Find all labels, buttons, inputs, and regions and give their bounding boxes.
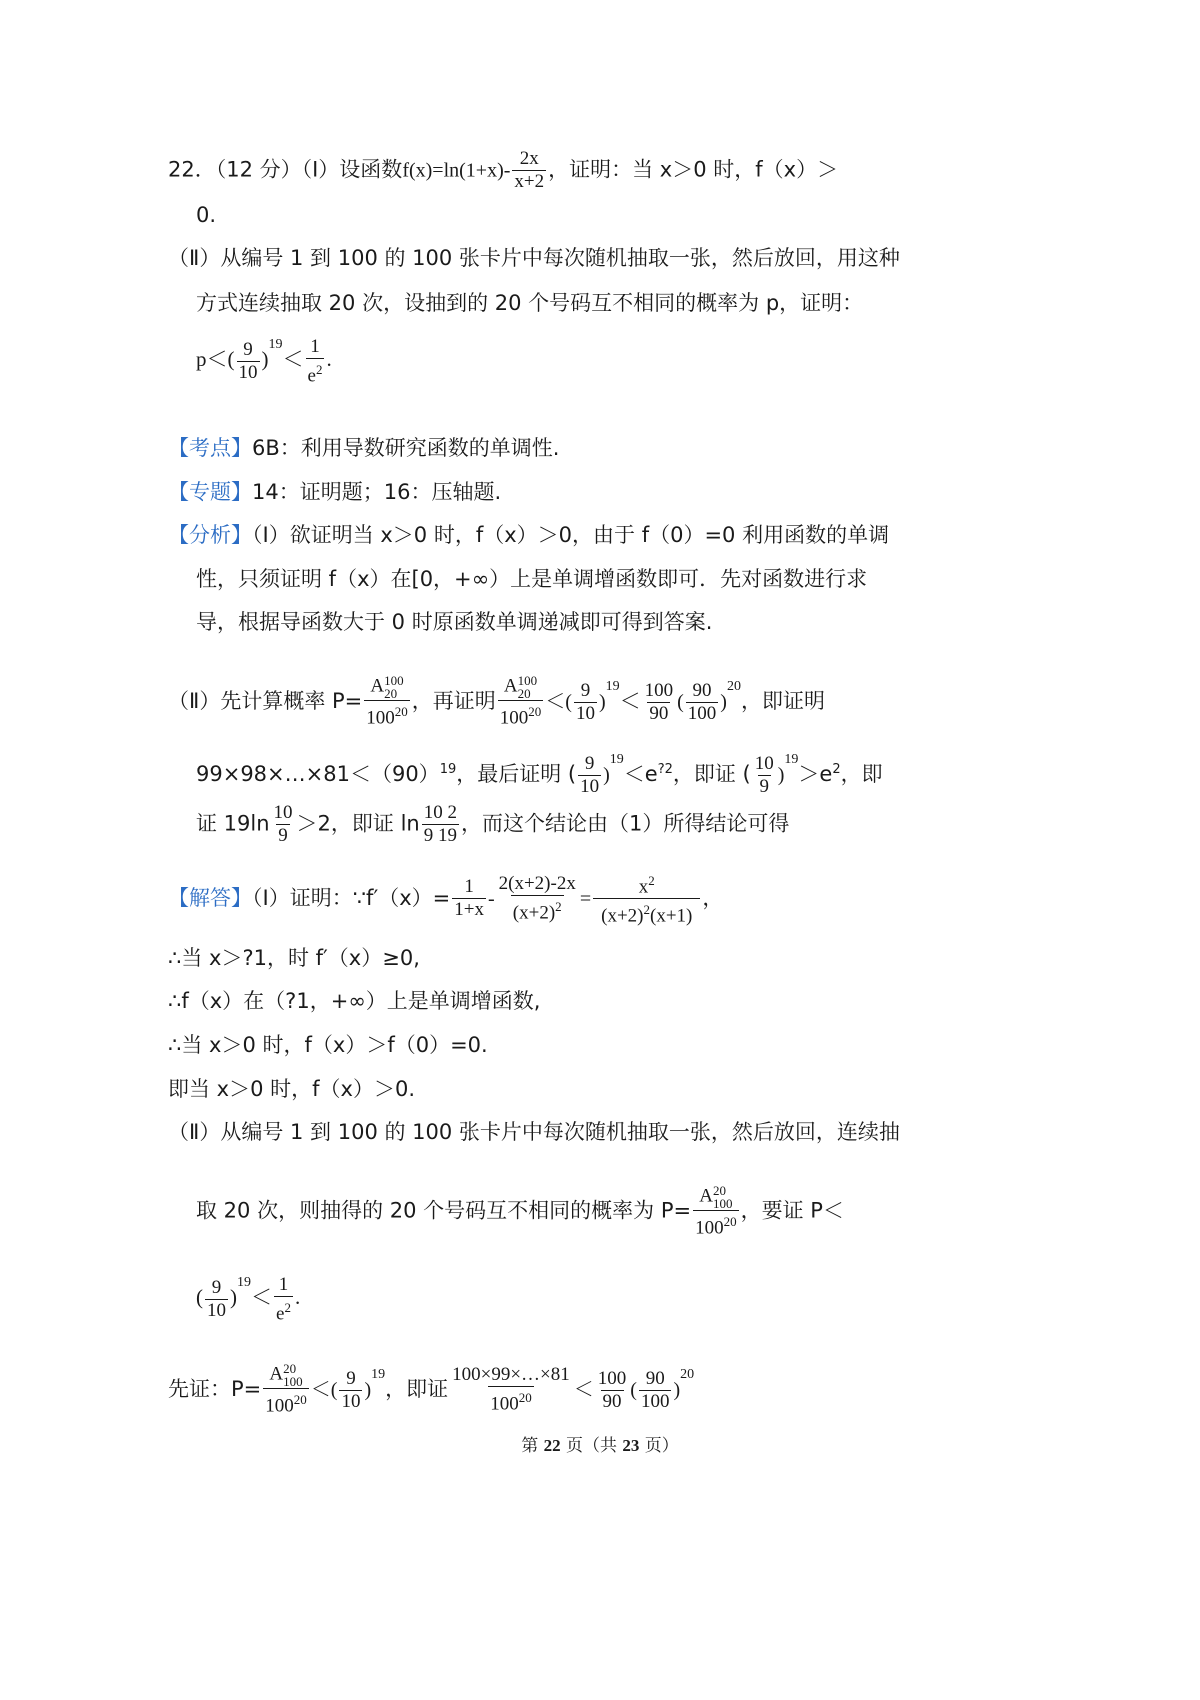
fraction-A-20-100 (263, 1362, 309, 1417)
frac-den-base: 100 (695, 1217, 724, 1239)
frac-den-exp: 2 (315, 361, 323, 377)
frac-den-base: e (307, 364, 316, 386)
frac-num: 2(x+2)-2x (498, 873, 576, 895)
fraction-A-20-100 (693, 1184, 739, 1239)
less-paren: ＜( (310, 1379, 338, 1401)
A-sup: 100 (517, 673, 538, 689)
jieda-l1-text-a: （Ⅰ）证明：∵f′（x）= (252, 885, 451, 910)
close-paren: ) (230, 1285, 237, 1309)
zhuanti-line (168, 477, 501, 507)
fenxi-tag: 【分析】 (168, 523, 252, 547)
frac-num-base: x (638, 876, 649, 898)
fenxi-line-3: 导，根据导函数大于 0 时原函数单调递减即可得到答案. (196, 610, 713, 634)
jieda-line-2: ∴当 x＞?1，时 f′（x）≥0, (168, 946, 420, 970)
frac-num: 90 (692, 679, 712, 701)
problem-line-3: （Ⅱ）从编号 1 到 100 的 100 张卡片中每次随机抽取一张，然后放回，用这种 (168, 246, 900, 270)
jieda-l7-text-a: 取 20 次，则抽得的 20 个号码互不相同的概率为 P= (196, 1198, 692, 1223)
frac-den-exp: 2 (643, 902, 650, 918)
fenxi-l5-text-a: 99×98×…×81＜（90） (196, 762, 440, 786)
kaodian-text: 6B：利用导数研究函数的单调性. (252, 436, 560, 460)
fraction-100-90 (596, 1368, 629, 1413)
fraction-90-100 (639, 1368, 672, 1413)
fenxi-text-1: （Ⅰ）欲证明当 x＞0 时，f（x）＞0，由于 f（0）=0 利用函数的单调 (252, 523, 890, 547)
p-less: p＜( (196, 347, 235, 371)
frac-den: 10 (207, 1299, 226, 1321)
A-symbol: A (269, 1363, 284, 1385)
jieda-l7-text-b: ，要证 P＜ (740, 1198, 844, 1223)
exponent: 20 (726, 679, 741, 694)
frac-num: 1 (278, 1273, 289, 1295)
exponent: 19 (609, 752, 624, 767)
frac-den-exp: 20 (723, 1214, 737, 1229)
fenxi-line-5 (196, 745, 883, 798)
frac-den-base: 100 (366, 707, 395, 729)
frac-num: 2x (519, 148, 539, 169)
fraction-2x-over-x2 (512, 148, 546, 193)
problem-line-4: 方式连续抽取 20 次，设抽到的 20 个号码互不相同的概率为 p，证明： (196, 291, 864, 315)
footer-text-c: 页） (639, 1436, 679, 1456)
A-sub: 20 (384, 686, 398, 702)
frac-den-base: e (276, 1302, 285, 1324)
frac-num: 9 (211, 1276, 222, 1298)
open-paren: ( (677, 691, 684, 713)
frac-num: 9 (243, 338, 253, 360)
A-sub: 100 (283, 1374, 303, 1390)
A-sup: 100 (384, 673, 404, 689)
frac-den: 90 (649, 702, 669, 724)
A-scripts (713, 1184, 733, 1210)
exponent: 19 (439, 762, 457, 777)
kaodian-tag: 【考点】 (168, 436, 252, 460)
frac-den-base: 100 (490, 1393, 519, 1415)
frac-den (274, 1296, 293, 1325)
frac-den-base: 100 (265, 1395, 294, 1417)
fraction-product-over-100-20 (450, 1364, 572, 1415)
fraction-10-2-9-19 (422, 802, 459, 847)
fenxi-l6-text-a: 证 19ln (196, 811, 270, 836)
close-paren: ) (364, 1379, 372, 1401)
exponent: ?2 (657, 762, 673, 777)
fraction-9-10 (237, 339, 260, 384)
frac-num: 10 (273, 802, 293, 823)
frac-num: 9 (580, 679, 591, 701)
fraction-9-10 (578, 753, 601, 798)
equals: = (579, 887, 592, 910)
footer-text-b: 页（共 (560, 1436, 623, 1456)
close-paren: ) (603, 764, 610, 786)
frac-num: 10 (754, 752, 774, 774)
fenxi-l6-text-b: ＞2，即证 ln (296, 811, 420, 836)
zhuanti-tag: 【专题】 (168, 480, 252, 504)
frac-den (498, 700, 544, 729)
problem-line-1 (168, 148, 838, 193)
fenxi-l5-text-d: ，即证 ( (672, 762, 751, 786)
fraction-9-10 (205, 1277, 228, 1322)
fraction-100-90 (643, 680, 676, 725)
fenxi-line-1 (168, 520, 889, 550)
frac-den: 10 (580, 775, 600, 797)
frac-den: 9 (759, 775, 769, 797)
frac-den: 100 (640, 1390, 670, 1412)
jieda-line-6: （Ⅱ）从编号 1 到 100 的 100 张卡片中每次随机抽取一张，然后放回，连续抽 (168, 1120, 900, 1144)
frac-den: 1+x (454, 899, 484, 921)
frac-den: 10 (575, 702, 595, 724)
jieda-tag: 【解答】 (168, 885, 252, 910)
fraction-9-10 (339, 1368, 362, 1413)
frac-den (488, 1386, 534, 1415)
frac-den-base: (x+2) (512, 902, 556, 924)
frac-den-tail: (x+1) (650, 905, 693, 927)
jieda-line-8 (196, 1268, 300, 1325)
A-scripts (283, 1362, 303, 1388)
problem-line-5 (196, 330, 332, 387)
A-sub: 20 (517, 686, 531, 702)
total-pages: 23 (622, 1436, 640, 1455)
problem-number-text: 22．（12 分）（Ⅰ）设函数 (168, 157, 403, 182)
less-than: ＜ (619, 689, 641, 713)
A-scripts (384, 674, 404, 700)
frac-den-base: (x+2) (601, 905, 644, 927)
jieda-l9-text-a: 先证：P= (168, 1377, 262, 1401)
frac-den-exp: 20 (394, 704, 408, 720)
fraction-A-over-100-20 (364, 674, 410, 729)
frac-den (364, 700, 410, 729)
fraction-result (593, 870, 700, 928)
fenxi-line-2: 性，只须证明 f（x）在[0，+∞）上是单调增函数即可．先对函数进行求 (196, 567, 868, 591)
prove-text: ，证明：当 x＞0 时，f（x）＞ (548, 157, 839, 182)
frac-den: 9 19 (423, 825, 457, 846)
close-paren: ) (598, 691, 606, 713)
frac-den-exp: 2 (555, 899, 562, 915)
frac-den: 100 (687, 702, 717, 724)
frac-den-exp: 20 (518, 1390, 532, 1406)
frac-num: 9 (584, 752, 595, 774)
frac-num: 100 (597, 1367, 627, 1389)
frac-num: 1 (310, 335, 320, 357)
paren: ) (261, 347, 269, 371)
A-sub: 100 (712, 1196, 733, 1211)
close-paren: ) (673, 1379, 681, 1401)
frac-num (267, 1362, 304, 1388)
jieda-line-3: ∴f（x）在（?1，+∞）上是单调增函数, (168, 989, 541, 1013)
close-paren: ) (777, 764, 785, 786)
open-paren: ( (196, 1285, 203, 1309)
frac-num: 100 (644, 679, 674, 701)
fenxi-l4-text-b: ，再证明 (411, 689, 496, 713)
fenxi-l4-text-e: ，即证明 (740, 689, 825, 713)
exponent: 19 (237, 1275, 251, 1290)
frac-den (263, 1388, 309, 1417)
page-number: 22 (543, 1436, 561, 1455)
fenxi-l4-text-a: （Ⅱ）先计算概率 P= (168, 689, 363, 713)
jieda-line-7 (196, 1184, 844, 1239)
less-paren: ＜( (545, 691, 572, 713)
close-paren: ) (720, 691, 727, 713)
fraction-1-e2 (274, 1274, 293, 1325)
frac-num (502, 674, 539, 700)
function-expr: f(x)=ln(1+x)- (402, 159, 511, 182)
jieda-line-5: 即当 x＞0 时，f（x）＞0. (168, 1077, 415, 1101)
period: . (326, 347, 332, 371)
jieda-line-9 (168, 1360, 694, 1418)
period: . (294, 1285, 301, 1309)
open-paren: ( (630, 1379, 637, 1401)
A-symbol: A (370, 675, 385, 697)
zhuanti-text: 14：证明题；16：压轴题. (252, 480, 502, 504)
fraction-1-over-1x (452, 876, 486, 921)
frac-num (368, 674, 405, 700)
frac-num: 90 (645, 1367, 665, 1389)
less-e: ＜e (623, 762, 658, 786)
exponent: 19 (605, 679, 620, 694)
footer-text-a: 第 (521, 1436, 544, 1456)
jieda-line-4: ∴当 x＞0 时，f（x）＞f（0）=0. (168, 1033, 488, 1057)
comma: ， (702, 885, 724, 910)
frac-den: 9 (278, 825, 288, 846)
frac-num (697, 1184, 734, 1210)
frac-den (511, 895, 564, 924)
frac-num: 1 (464, 876, 474, 898)
frac-den (693, 1210, 739, 1239)
frac-den-exp: 20 (293, 1392, 307, 1408)
fraction-derivative-part (497, 873, 578, 924)
jieda-line-1 (168, 870, 723, 928)
minus: - (487, 887, 495, 910)
exponent: 19 (371, 1367, 386, 1382)
frac-den-base: 100 (499, 707, 529, 729)
exponent: 2 (832, 762, 841, 777)
fenxi-line-6 (196, 802, 789, 847)
frac-den (593, 898, 700, 927)
frac-den: 10 (341, 1390, 361, 1412)
frac-num: 100×99×…×81 (452, 1364, 570, 1386)
frac-num: 9 (346, 1367, 356, 1389)
problem-line-2: 0. (196, 203, 217, 227)
kaodian-line (168, 433, 559, 463)
fenxi-l5-text-b: ，最后证明 ( (456, 762, 577, 786)
fraction-10-9 (272, 802, 295, 847)
A-sup: 20 (712, 1183, 726, 1198)
fraction-10-9 (753, 753, 776, 798)
frac-den (306, 358, 325, 387)
frac-num-exp: 2 (648, 873, 655, 888)
frac-den: 90 (602, 1390, 622, 1412)
fenxi-l6-text-c: ，而这个结论由（1）所得结论可得 (460, 811, 790, 836)
fraction-90-100 (686, 680, 719, 725)
fraction-1-e2 (306, 336, 325, 387)
A-sup: 20 (283, 1361, 297, 1377)
greater-e: ＞e (798, 762, 833, 786)
frac-den: 10 (238, 361, 258, 383)
exponent: 20 (680, 1367, 695, 1382)
jieda-l9-text-d: ，即证 (385, 1377, 449, 1401)
less-than: ＜ (251, 1285, 272, 1309)
frac-den-exp: 20 (528, 704, 542, 720)
fraction-A-over-100-20-b (498, 674, 544, 729)
frac-num: 10 2 (423, 802, 457, 823)
less-than: ＜ (282, 347, 304, 371)
exponent: 19 (268, 337, 283, 352)
A-scripts (518, 674, 538, 700)
A-symbol: A (699, 1185, 713, 1207)
fraction-9-10 (574, 680, 597, 725)
frac-num (637, 870, 657, 898)
fenxi-l5-text-g: ，即 (840, 762, 883, 786)
frac-den-exp: 2 (284, 1299, 291, 1315)
fenxi-line-4 (168, 672, 825, 730)
exponent: 19 (784, 752, 799, 767)
A-symbol: A (503, 675, 518, 697)
frac-den: x+2 (514, 171, 545, 192)
less-than: ＜ (573, 1379, 594, 1401)
page-footer (0, 1431, 1200, 1461)
